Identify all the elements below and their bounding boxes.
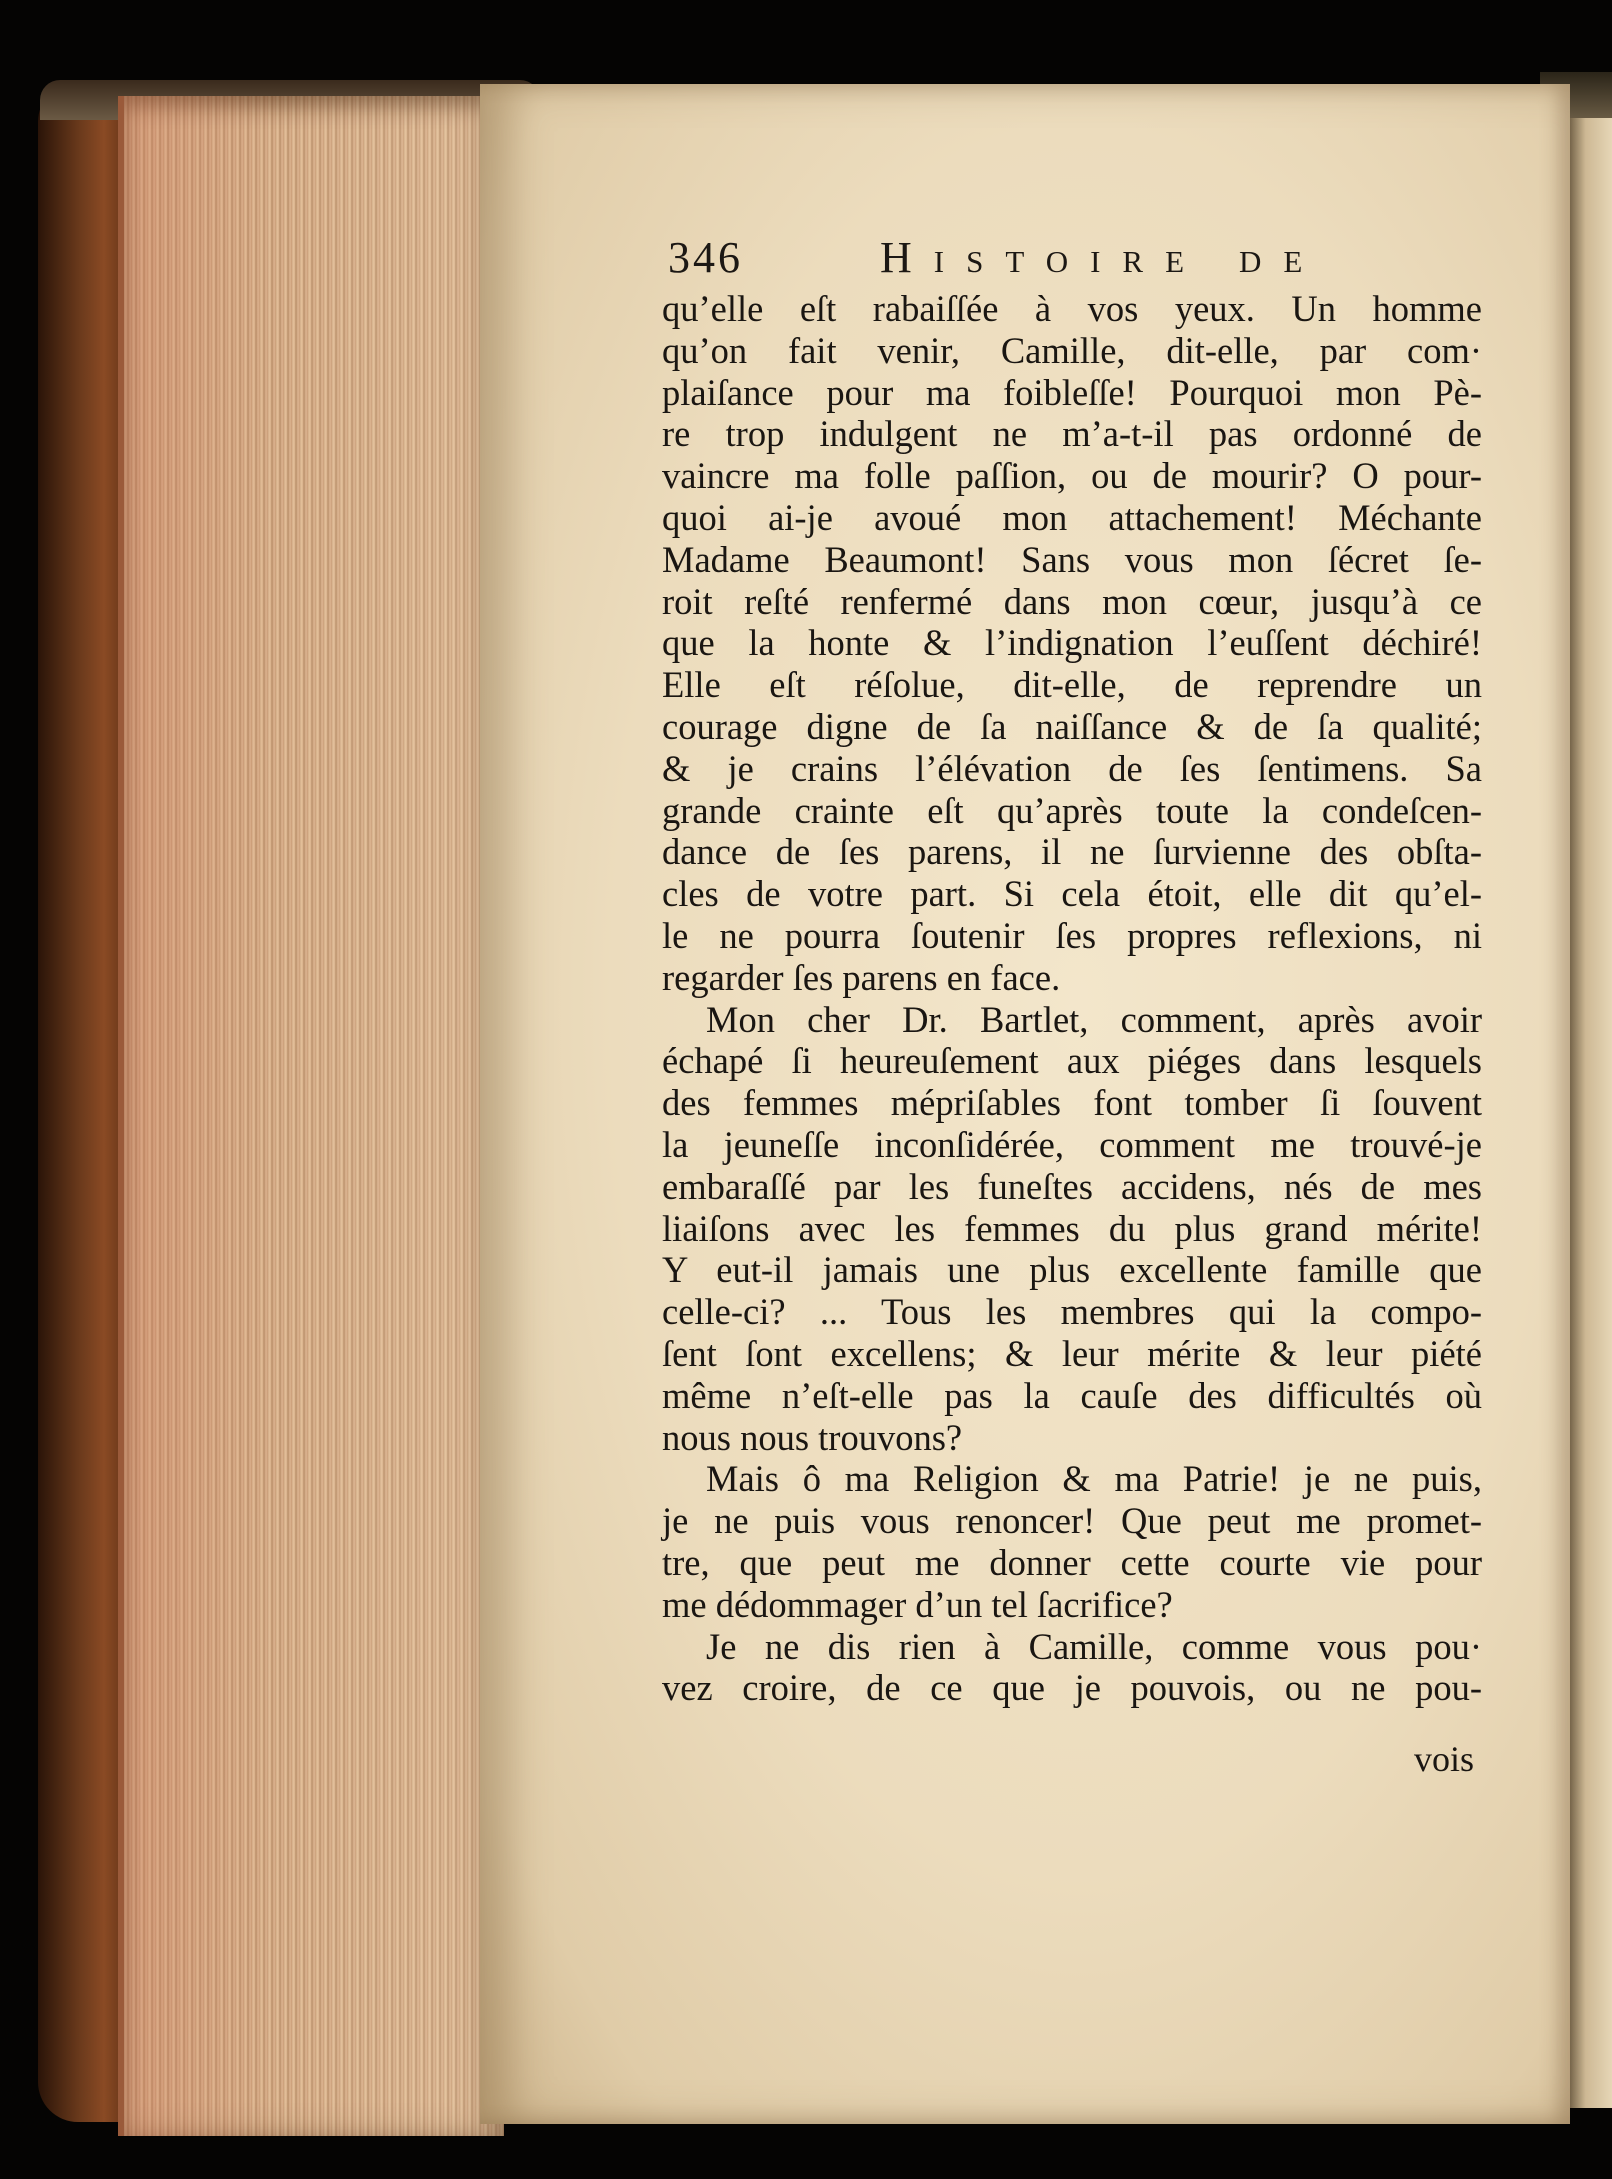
text-line: dance de ſes parens, il ne ſurvienne des obſta- (662, 831, 1482, 873)
text-line: plaiſance pour ma foibleſſe! Pourquoi mon Pè- (662, 371, 1482, 413)
page-header (668, 232, 1328, 282)
text-line: qu’on fait venir, Camille, dit-elle, par com· (662, 329, 1482, 371)
text-line: des femmes mépriſables font tomber ſi ſouvent (662, 1082, 1482, 1124)
text-line: je ne puis vous renoncer! Que peut me promet- (662, 1500, 1482, 1542)
text-line: courage digne de ſa naiſſance & de ſa qualité; (662, 705, 1482, 747)
facing-page-edge (1568, 118, 1612, 2108)
text-line: échapé ſi heureuſement aux piéges dans lesquels (662, 1040, 1482, 1082)
text-line: embaraſſé par les funeſtes accidens, nés de mes (662, 1165, 1482, 1207)
text-line: ſent ſont excellens; & leur mérite & leur piété (662, 1332, 1482, 1374)
text-line: qu’elle eſt rabaiſſée à vos yeux. Un homme (662, 288, 1482, 329)
text-line: même n’eſt-elle pas la cauſe des difficultés où (662, 1374, 1482, 1416)
text-line: cles de votre part. Si cela étoit, elle dit qu’el- (662, 873, 1482, 915)
text-line: Madame Beaumont! Sans vous mon ſécret ſe- (662, 538, 1482, 580)
text-line: & je crains l’élévation de ſes ſentimens. Sa (662, 747, 1482, 789)
text-line: grande crainte eſt qu’après toute la condeſcen- (662, 789, 1482, 831)
text-line: Y eut-il jamais une plus excellente famille que (662, 1249, 1482, 1291)
text-line: vaincre ma folle paſſion, ou de mourir? O pour- (662, 455, 1482, 497)
text-line: regarder ſes parens en face. (662, 956, 1061, 998)
text-line: celle-ci? ... Tous les membres qui la compo- (662, 1291, 1482, 1333)
page-edges (118, 96, 504, 2136)
running-head: Histoire de (880, 233, 1325, 282)
text-line: tre, que peut me donner cette courte vie pour (662, 1541, 1482, 1583)
text-line: le ne pourra ſoutenir ſes propres reflexions, ni (662, 914, 1482, 956)
page-number: 346 (668, 233, 743, 282)
text-line: re trop indulgent ne m’a-t-il pas ordonné de (662, 413, 1482, 455)
catchword: vois (1414, 1739, 1475, 1779)
text-line: liaiſons avec les femmes du plus grand mérite! (662, 1207, 1482, 1249)
text-line: Mais ô ma Religion & ma Patrie! je ne puis, (706, 1458, 1482, 1500)
text-line: Elle eſt réſolue, dit-elle, de reprendre un (662, 664, 1482, 706)
text-line: nous nous trouvons? (662, 1416, 963, 1458)
text-line: vez croire, de ce que je pouvois, ou ne pou- (662, 1667, 1482, 1709)
text-line: que la honte & l’indignation l’euſſent déchiré! (662, 622, 1482, 664)
text-line: la jeuneſſe inconſidérée, comment me trouvé-je (662, 1123, 1482, 1165)
body-text (662, 288, 1482, 1709)
text-line: Mon cher Dr. Bartlet, comment, après avoir (706, 998, 1482, 1040)
text-line: me dédommager d’un tel ſacrifice? (662, 1583, 1173, 1625)
text-line: quoi ai-je avoué mon attachement! Méchante (662, 496, 1482, 538)
text-line: roit reſté renfermé dans mon cœur, jusqu’à ce (662, 580, 1482, 622)
text-line: Je ne dis rien à Camille, comme vous pou· (706, 1625, 1482, 1667)
